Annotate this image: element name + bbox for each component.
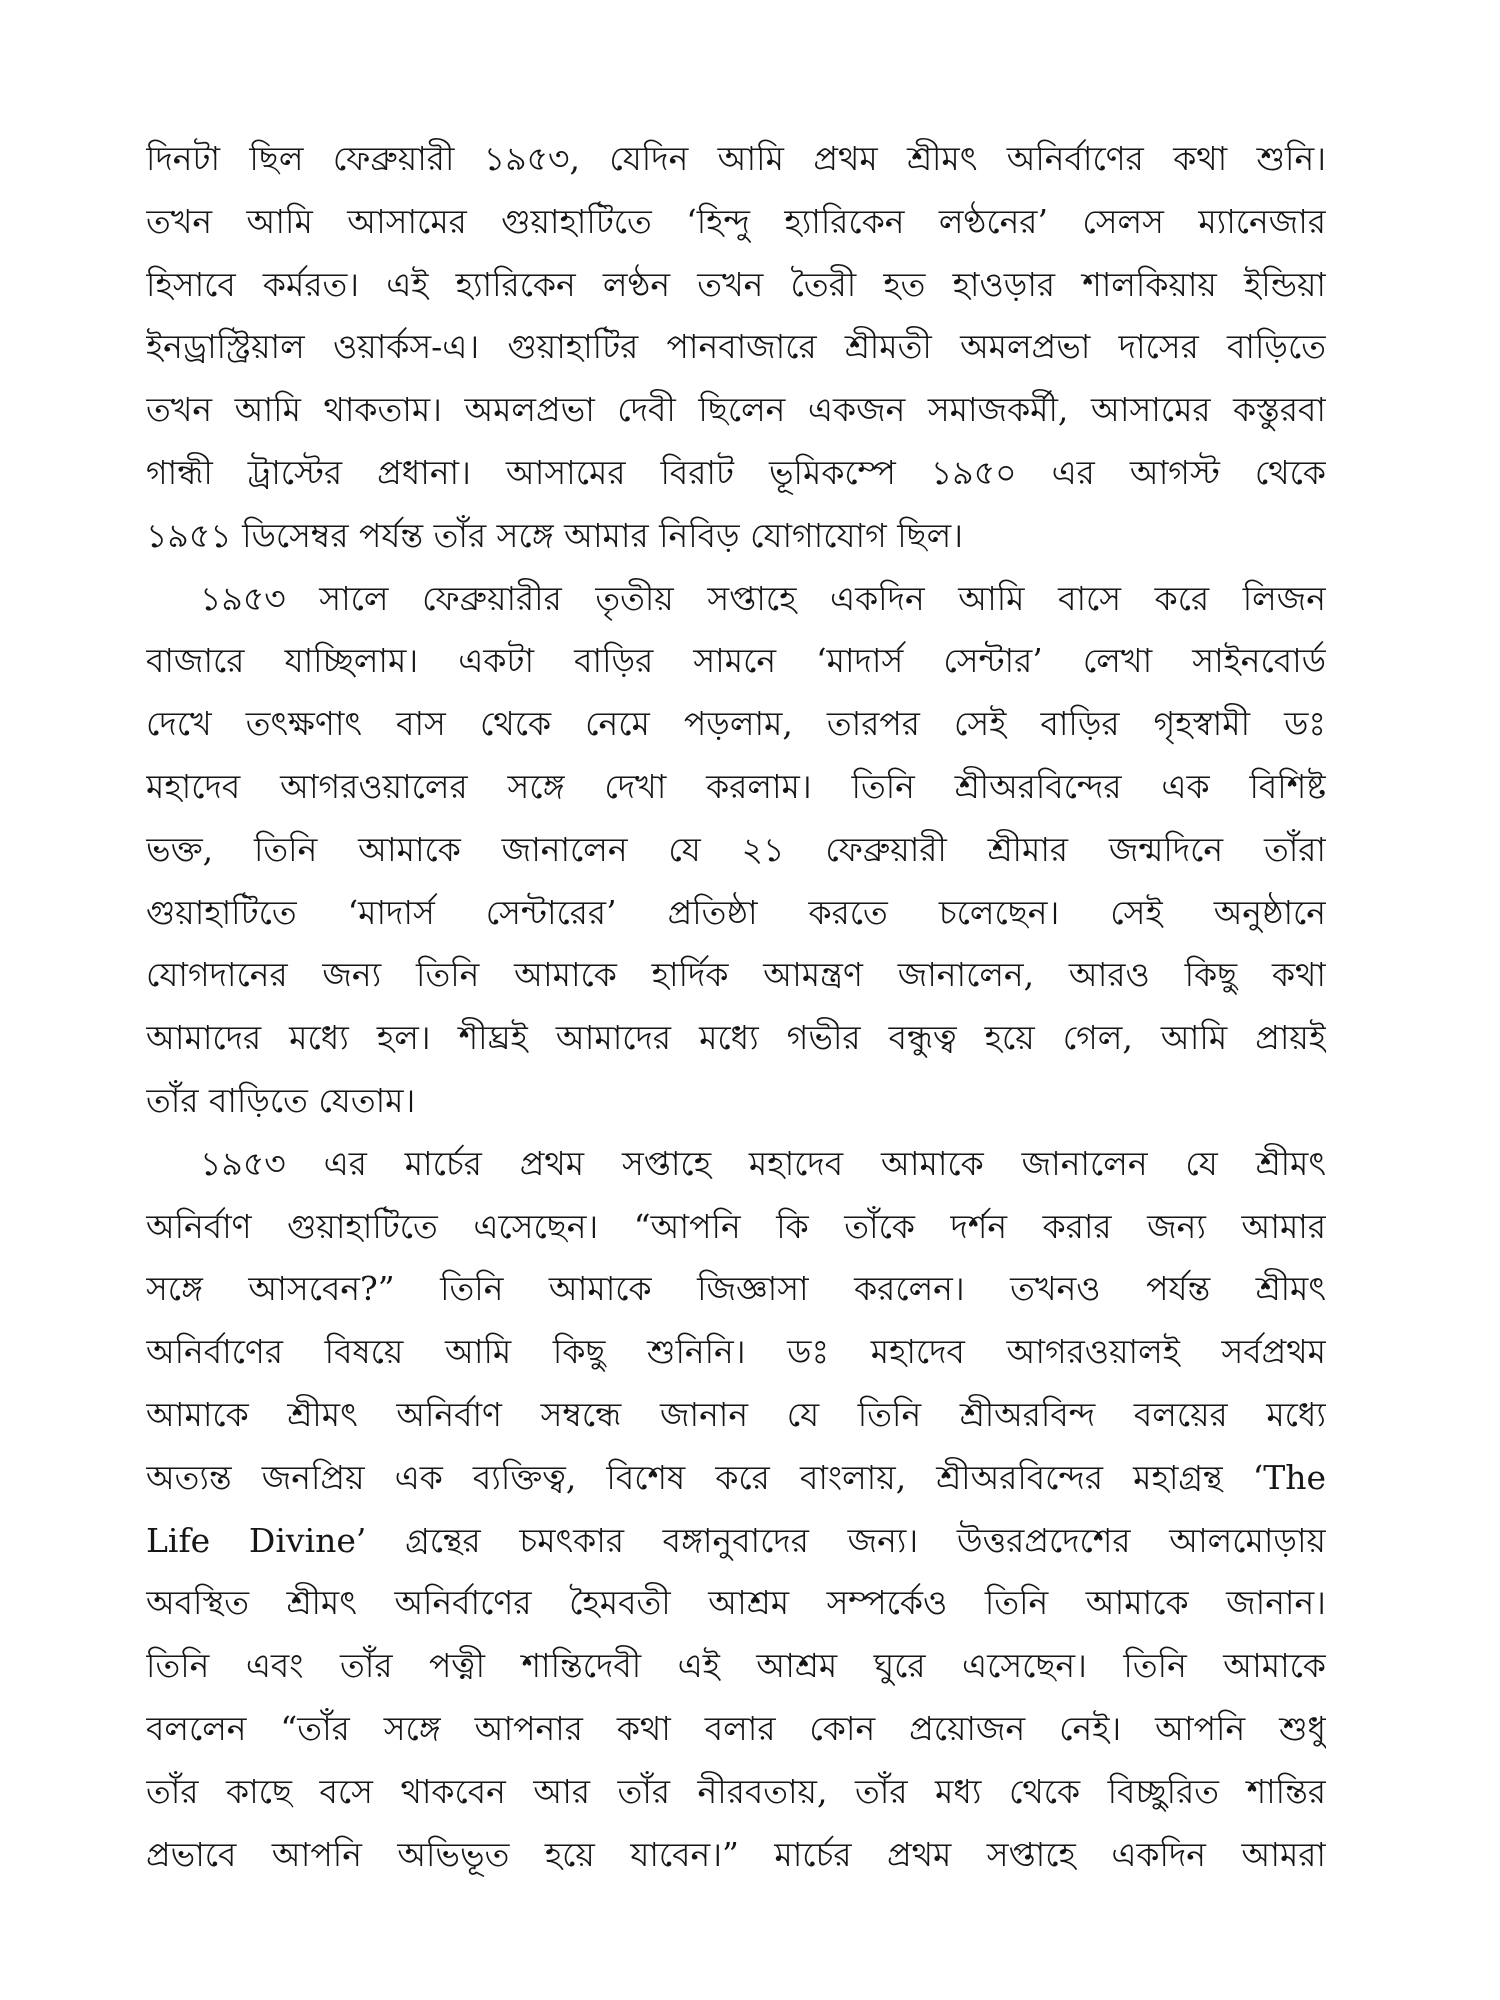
text-line: ১৯৫৩ এর মার্চের প্রথম সপ্তাহে মহাদেব আমাকে জানালেন যে শ্রীমৎ — [200, 1143, 1326, 1183]
text-line: মহাদেব আগরওয়ালের সঙ্গে দেখা করলাম। তিনি শ্রীঅরবিন্দের এক বিশিষ্ট — [146, 766, 1326, 806]
text-line: হিসাবে কর্মরত। এই হ্যারিকেন লণ্ঠন তখন তৈরী হত হাওড়ার শালকিয়ায় ইন্ডিয়া — [146, 264, 1326, 304]
text-line: দেখে তৎক্ষণাৎ বাস থেকে নেমে পড়লাম, তারপর সেই বাড়ির গৃহস্বামী ডঃ — [146, 704, 1326, 744]
text-line: ভক্ত, তিনি আমাকে জানালেন যে ২১ ফেব্রুয়ারী শ্রীমার জন্মদিনে তাঁরা — [146, 829, 1326, 869]
paragraph-1 — [146, 128, 1326, 568]
text-line: প্রভাবে আপনি অভিভূত হয়ে যাবেন।” মার্চের প্রথম সপ্তাহে একদিন আমরা — [146, 1834, 1326, 1874]
text-line: তাঁর বাড়িতে যেতাম। — [146, 1080, 416, 1120]
text-line: তাঁর কাছে বসে থাকবেন আর তাঁর নীরবতায়, তাঁর মধ্য থেকে বিচ্ছুরিত শান্তির — [146, 1771, 1326, 1811]
paragraph-2 — [146, 568, 1326, 1133]
text-line: দিনটা ছিল ফেব্রুয়ারী ১৯৫৩, যেদিন আমি প্রথম শ্রীমৎ অনির্বাণের কথা শুনি। — [146, 139, 1326, 178]
text-line: যোগদানের জন্য তিনি আমাকে হার্দিক আমন্ত্রণ জানালেন, আরও কিছু কথা — [146, 955, 1326, 995]
text-line: অনির্বাণ গুয়াহাটিতে এসেছেন। “আপনি কি তাঁকে দর্শন করার জন্য আমার — [146, 1206, 1326, 1246]
text-line: বাজারে যাচ্ছিলাম। একটা বাড়ির সামনে ‘মাদার্স সেন্টার’ লেখা সাইনবোর্ড — [146, 641, 1326, 681]
text-line: অনির্বাণের বিষয়ে আমি কিছু শুনিনি। ডঃ মহাদেব আগরওয়ালই সর্বপ্রথম — [146, 1332, 1326, 1372]
text-line: গুয়াহাটিতে ‘মাদার্স সেন্টারের’ প্রতিষ্ঠা করতে চলেছেন। সেই অনুষ্ঠানে — [146, 892, 1326, 932]
text-line: বললেন “তাঁর সঙ্গে আপনার কথা বলার কোন প্রয়োজন নেই। আপনি শুধু — [146, 1708, 1326, 1748]
text-line: অত্যন্ত জনপ্রিয় এক ব্যক্তিত্ব, বিশেষ করে বাংলায়, শ্রীঅরবিন্দের মহাগ্রন্থ ‘The — [146, 1457, 1326, 1497]
text-line: ইনড্রাস্ট্রিয়াল ওয়ার্কস-এ। গুয়াহাটির পানবাজারে শ্রীমতী অমলপ্রভা দাসের বাড়িতে — [146, 327, 1326, 367]
text-line: তখন আমি থাকতাম। অমলপ্রভা দেবী ছিলেন একজন সমাজকর্মী, আসামের কস্তুরবা — [146, 390, 1326, 430]
text-line: ১৯৫৩ সালে ফেব্রুয়ারীর তৃতীয় সপ্তাহে একদিন আমি বাসে করে লিজন — [200, 578, 1326, 618]
text-line: আমাদের মধ্যে হল। শীঘ্রই আমাদের মধ্যে গভীর বন্ধুত্ব হয়ে গেল, আমি প্রায়ই — [146, 1018, 1326, 1058]
text-line: আমাকে শ্রীমৎ অনির্বাণ সম্বন্ধে জানান যে তিনি শ্রীঅরবিন্দ বলয়ের মধ্যে — [146, 1394, 1326, 1434]
text-line: গান্ধী ট্রাস্টের প্রধানা। আসামের বিরাট ভূমিকম্পে ১৯৫০ এর আগস্ট থেকে — [146, 452, 1326, 492]
text-line: সঙ্গে আসবেন?” তিনি আমাকে জিজ্ঞাসা করলেন। তখনও পর্যন্ত শ্রীমৎ — [146, 1269, 1326, 1309]
text-line: ১৯৫১ ডিসেম্বর পর্যন্ত তাঁর সঙ্গে আমার নিবিড় যোগাযোগ ছিল। — [146, 515, 964, 555]
body-text — [146, 128, 1326, 1886]
text-line: অবস্থিত শ্রীমৎ অনির্বাণের হৈমবতী আশ্রম সম্পর্কেও তিনি আমাকে জানান। — [146, 1583, 1326, 1623]
text-line: তিনি এবং তাঁর পত্নী শান্তিদেবী এই আশ্রম ঘুরে এসেছেন। তিনি আমাকে — [146, 1646, 1326, 1686]
paragraph-3 — [146, 1133, 1326, 1887]
text-line: Life Divine’ গ্রন্থের চমৎকার বঙ্গানুবাদের জন্য। উত্তরপ্রদেশের আলমোড়ায় — [146, 1520, 1326, 1560]
text-line: তখন আমি আসামের গুয়াহাটিতে ‘হিন্দু হ্যারিকেন লণ্ঠনের’ সেলস ম্যানেজার — [146, 201, 1326, 241]
